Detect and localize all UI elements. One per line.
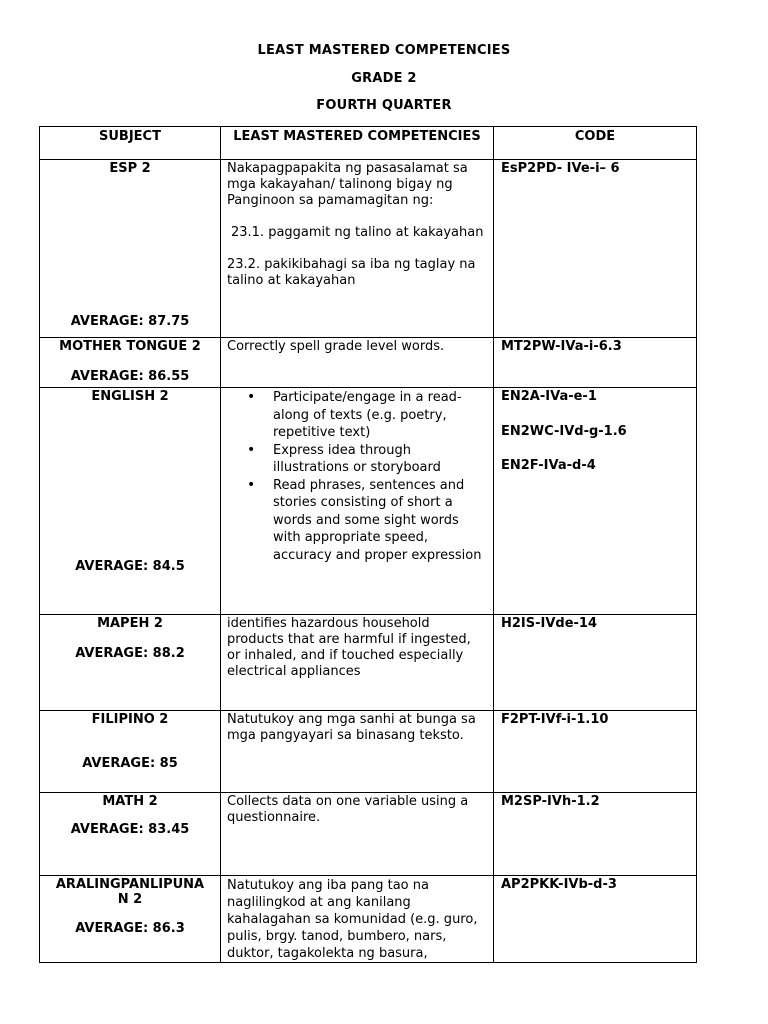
competency-text: Natutukoy ang mga sanhi at bunga sa mga pangyayari sa binasang teksto. <box>227 712 476 743</box>
list-item: • Read phrases, sentences and stories consisting of short a words and some sight words with appropriate speed, accuracy and proper expression <box>247 476 482 563</box>
code-cell <box>494 338 697 388</box>
table-header-row <box>40 127 697 160</box>
code-cell <box>494 793 697 876</box>
competency-cell <box>221 615 494 711</box>
code-cell <box>494 160 697 338</box>
subject-name: FILIPINO 2 <box>91 712 169 727</box>
competency-code: EN2WC-IVd-g-1.6 <box>501 424 627 439</box>
subject-average: AVERAGE: 87.75 <box>70 314 190 329</box>
subject-name: MATH 2 <box>102 794 158 809</box>
subject-cell <box>40 388 221 615</box>
quarter-heading: FOURTH QUARTER <box>316 98 452 113</box>
subject-cell <box>40 876 221 963</box>
subject-average: AVERAGE: 83.45 <box>70 822 190 837</box>
competency-cell <box>221 388 494 615</box>
competency-text: Nakapagpapakita ng pasasalamat sa mga kakayahan/ talinong bigay ng Panginoon sa pamamagitan ng: <box>227 161 468 208</box>
competency-code: MT2PW-IVa-i-6.3 <box>501 339 622 354</box>
competency-code: M2SP-IVh-1.2 <box>501 794 600 809</box>
subject-name: MOTHER TONGUE 2 <box>59 339 201 354</box>
table-row <box>40 711 697 793</box>
bullet-icon: • <box>247 476 256 493</box>
header-competencies: LEAST MASTERED COMPETENCIES <box>221 127 494 160</box>
code-cell <box>494 876 697 963</box>
subject-cell <box>40 160 221 338</box>
header-subject: SUBJECT <box>40 127 221 160</box>
subject-name: ARALINGPANLIPUNA N 2 <box>55 877 205 907</box>
subject-average: AVERAGE: 85 <box>82 756 178 771</box>
subject-cell <box>40 711 221 793</box>
bullet-icon: • <box>247 389 256 405</box>
competency-text: Correctly spell grade level words. <box>227 339 445 354</box>
competency-code: H2IS-IVde-14 <box>501 616 598 631</box>
table-row <box>40 338 697 388</box>
competency-cell <box>221 160 494 338</box>
subject-average: AVERAGE: 88.2 <box>75 646 185 661</box>
competency-cell <box>221 338 494 388</box>
competency-text: identifies hazardous household products that are harmful if ingested, or inhaled, and if touched especially electrical appliances <box>227 616 471 679</box>
table-row <box>40 160 697 338</box>
grade-heading: GRADE 2 <box>351 71 417 86</box>
table-row <box>40 793 697 876</box>
competency-list <box>227 389 487 564</box>
competency-code: EN2F-IVa-d-4 <box>501 458 596 473</box>
competency-code: EN2A-IVa-e-1 <box>501 389 597 404</box>
subject-average: AVERAGE: 84.5 <box>75 559 185 574</box>
subject-average: AVERAGE: 86.3 <box>75 921 185 936</box>
list-item: • Participate/engage in a read-along of texts (e.g. poetry, repetitive text) <box>247 389 462 440</box>
competency-text: Collects data on one variable using a questionnaire. <box>227 794 469 825</box>
subject-cell <box>40 338 221 388</box>
subject-name: ESP 2 <box>109 161 151 176</box>
subject-average: AVERAGE: 86.55 <box>70 369 190 384</box>
competency-code: EsP2PD- IVe-i– 6 <box>501 161 620 176</box>
code-cell <box>494 388 697 615</box>
header-code: CODE <box>494 127 697 160</box>
bullet-icon: • <box>247 441 256 458</box>
code-cell <box>494 615 697 711</box>
document-title: LEAST MASTERED COMPETENCIES <box>257 43 511 58</box>
competencies-table <box>39 126 697 963</box>
competency-code: AP2PKK-IVb-d-3 <box>501 877 617 892</box>
competency-text: 23.1. paggamit ng talino at kakayahan <box>231 225 484 240</box>
competency-code: F2PT-IVf-i-1.10 <box>501 712 609 727</box>
code-cell <box>494 711 697 793</box>
competency-text: 23.2. pakikibahagi sa iba ng taglay na talino at kakayahan <box>227 257 476 288</box>
subject-name: ENGLISH 2 <box>91 389 169 404</box>
table-row <box>40 388 697 615</box>
list-item: • Express idea through illustrations or storyboard <box>247 441 441 475</box>
competency-text: Natutukoy ang iba pang tao na naglilingkod at ang kanilang kahalagahan sa komunidad (e.g. guro, pulis, brgy. tanod, bumbero, nars, duktor, tagakolekta ng basura, <box>227 878 478 961</box>
competency-cell <box>221 711 494 793</box>
table-row <box>40 615 697 711</box>
subject-name: MAPEH 2 <box>97 616 163 631</box>
competency-cell <box>221 793 494 876</box>
table-row <box>40 876 697 963</box>
subject-cell <box>40 793 221 876</box>
subject-cell <box>40 615 221 711</box>
competency-cell <box>221 876 494 963</box>
